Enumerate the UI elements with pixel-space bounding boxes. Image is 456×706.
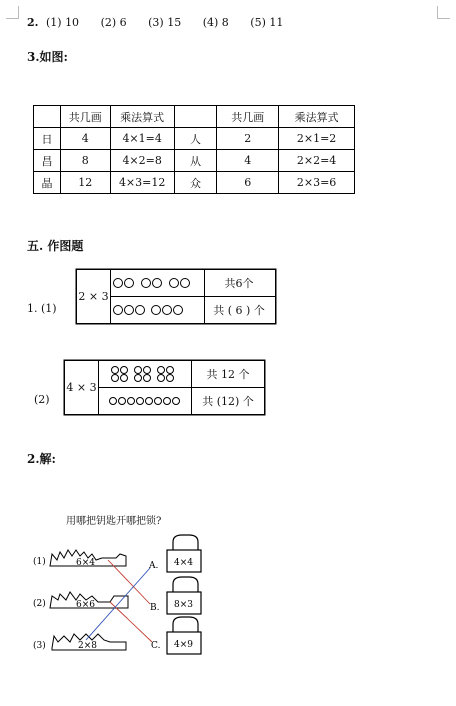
table-row (34, 128, 355, 150)
q2-answer-5: (5) 11 (250, 16, 284, 29)
table-cell: 2×2=4 (279, 150, 355, 172)
key-3-number: (3) (33, 641, 46, 651)
table-cell: 4×3=12 (110, 172, 174, 194)
circle-mark (111, 374, 119, 382)
box2-bottom-total: 共 (12) 个 (202, 395, 254, 408)
lock-c-expr: 4×9 (174, 640, 193, 650)
circle-mark (136, 397, 144, 405)
q2-answer-3: (3) 15 (148, 16, 182, 29)
strokes-table (33, 105, 355, 194)
circle-group (151, 305, 184, 315)
lock-b-letter: B. (150, 603, 160, 613)
circle-mark (172, 397, 180, 405)
lock-c-letter: C. (151, 641, 161, 651)
circle-mark (166, 366, 174, 374)
table-row (34, 172, 355, 194)
circle-mark (134, 366, 142, 374)
circle-mark (145, 397, 153, 405)
table-cell: 2×3=6 (279, 172, 355, 194)
circle-mark (120, 374, 128, 382)
circle-mark (135, 305, 145, 315)
circle-mark (124, 278, 134, 288)
q2-answer-2: (2) 6 (100, 16, 127, 29)
table-cell: 晶 (34, 172, 61, 194)
table-header-cell (34, 106, 61, 128)
circle-mark (143, 374, 151, 382)
dot-box-2x3 (76, 269, 276, 324)
table-cell: 2 (217, 128, 279, 150)
circle-mark (143, 366, 151, 374)
box2-top-total: 共 12 个 (192, 361, 264, 388)
circle-mark (113, 305, 123, 315)
table-header-row (34, 106, 355, 128)
key-2-number: (2) (33, 599, 46, 609)
circle-mark (169, 278, 179, 288)
box1-top-circles (111, 270, 205, 297)
box1-formula: 2 × 3 (77, 270, 111, 323)
circle-group (111, 366, 129, 374)
circle-mark (120, 366, 128, 374)
circle-mark (166, 374, 174, 382)
circle-mark (118, 397, 126, 405)
table-header-cell: 共几画 (60, 106, 110, 128)
keys-prompt: 用哪把钥匙开哪把锁? (66, 516, 162, 527)
key-3-expr: 2×8 (78, 641, 97, 651)
table-cell: 4 (60, 128, 110, 150)
q1-part1-label: 1. (1) (27, 302, 57, 315)
lock-a-expr: 4×4 (174, 558, 193, 568)
circle-group (113, 278, 135, 288)
box2-formula: 4 × 3 (65, 361, 99, 414)
circle-group (109, 397, 181, 405)
circle-mark (111, 366, 119, 374)
box2-bottom-circles (99, 388, 192, 414)
circle-mark (154, 397, 162, 405)
match-line-2-c (110, 602, 152, 642)
circle-group (113, 305, 146, 315)
circle-group (157, 374, 175, 382)
match-line-3-a (86, 568, 150, 640)
page-corner-mark-left (6, 6, 19, 19)
table-row (34, 150, 355, 172)
table-cell: 6 (217, 172, 279, 194)
circle-mark (134, 374, 142, 382)
table-cell: 4 (217, 150, 279, 172)
circle-mark (180, 278, 190, 288)
table-cell: 4×2=8 (110, 150, 174, 172)
circle-mark (173, 305, 183, 315)
page-corner-mark-right (437, 6, 450, 19)
box2-top-circles (99, 361, 192, 388)
table-cell: 12 (60, 172, 110, 194)
q2-number: 2. (27, 16, 39, 29)
circle-group (157, 366, 175, 374)
match-line-1-b (108, 560, 150, 604)
circle-mark (157, 366, 165, 374)
circle-mark (113, 278, 123, 288)
circle-mark (152, 278, 162, 288)
key-1-number: (1) (33, 557, 46, 567)
table-header-cell: 共几画 (217, 106, 279, 128)
table-cell: 人 (174, 128, 217, 150)
section5-heading: 五. 作图题 (27, 239, 84, 253)
table-cell: 众 (174, 172, 217, 194)
circle-group (111, 374, 129, 382)
q2-answer-1: (1) 10 (45, 16, 80, 29)
table-header-cell (174, 106, 217, 128)
table-header-cell: 乘法算式 (110, 106, 174, 128)
circle-mark (157, 374, 165, 382)
circle-mark (124, 305, 134, 315)
key-1-expr: 6×4 (76, 558, 95, 568)
q2-answers-line (27, 16, 301, 29)
q2-solution-label: 2.解: (27, 452, 56, 466)
table-cell: 8 (60, 150, 110, 172)
table-cell: 4×1=4 (110, 128, 174, 150)
table-header-cell: 乘法算式 (279, 106, 355, 128)
circle-group (134, 366, 152, 374)
circle-mark (151, 305, 161, 315)
box1-bottom-circles (111, 297, 205, 323)
circle-mark (162, 305, 172, 315)
circle-row (111, 374, 180, 382)
circle-mark (127, 397, 135, 405)
lock-b-expr: 8×3 (174, 600, 193, 610)
table-cell: 日 (34, 128, 61, 150)
dot-box-4x3 (64, 360, 265, 415)
circle-group (141, 278, 163, 288)
q1-part2-label: (2) (34, 393, 50, 406)
circle-group (169, 278, 191, 288)
table-cell: 昌 (34, 150, 61, 172)
q2-answer-4: (4) 8 (202, 16, 229, 29)
circle-mark (141, 278, 151, 288)
circle-mark (109, 397, 117, 405)
circle-row (111, 366, 180, 374)
box1-bottom-total: 共 ( 6 ) 个 (213, 304, 265, 317)
lock-a-letter: A. (149, 561, 159, 571)
key-2-expr: 6×6 (76, 600, 95, 610)
table-cell: 从 (174, 150, 217, 172)
table-cell: 2×1=2 (279, 128, 355, 150)
box1-top-total: 共6个 (203, 270, 275, 297)
keys-locks-diagram (30, 530, 230, 660)
circle-group (134, 374, 152, 382)
q3-heading: 3.如图: (27, 50, 68, 64)
circle-mark (163, 397, 171, 405)
